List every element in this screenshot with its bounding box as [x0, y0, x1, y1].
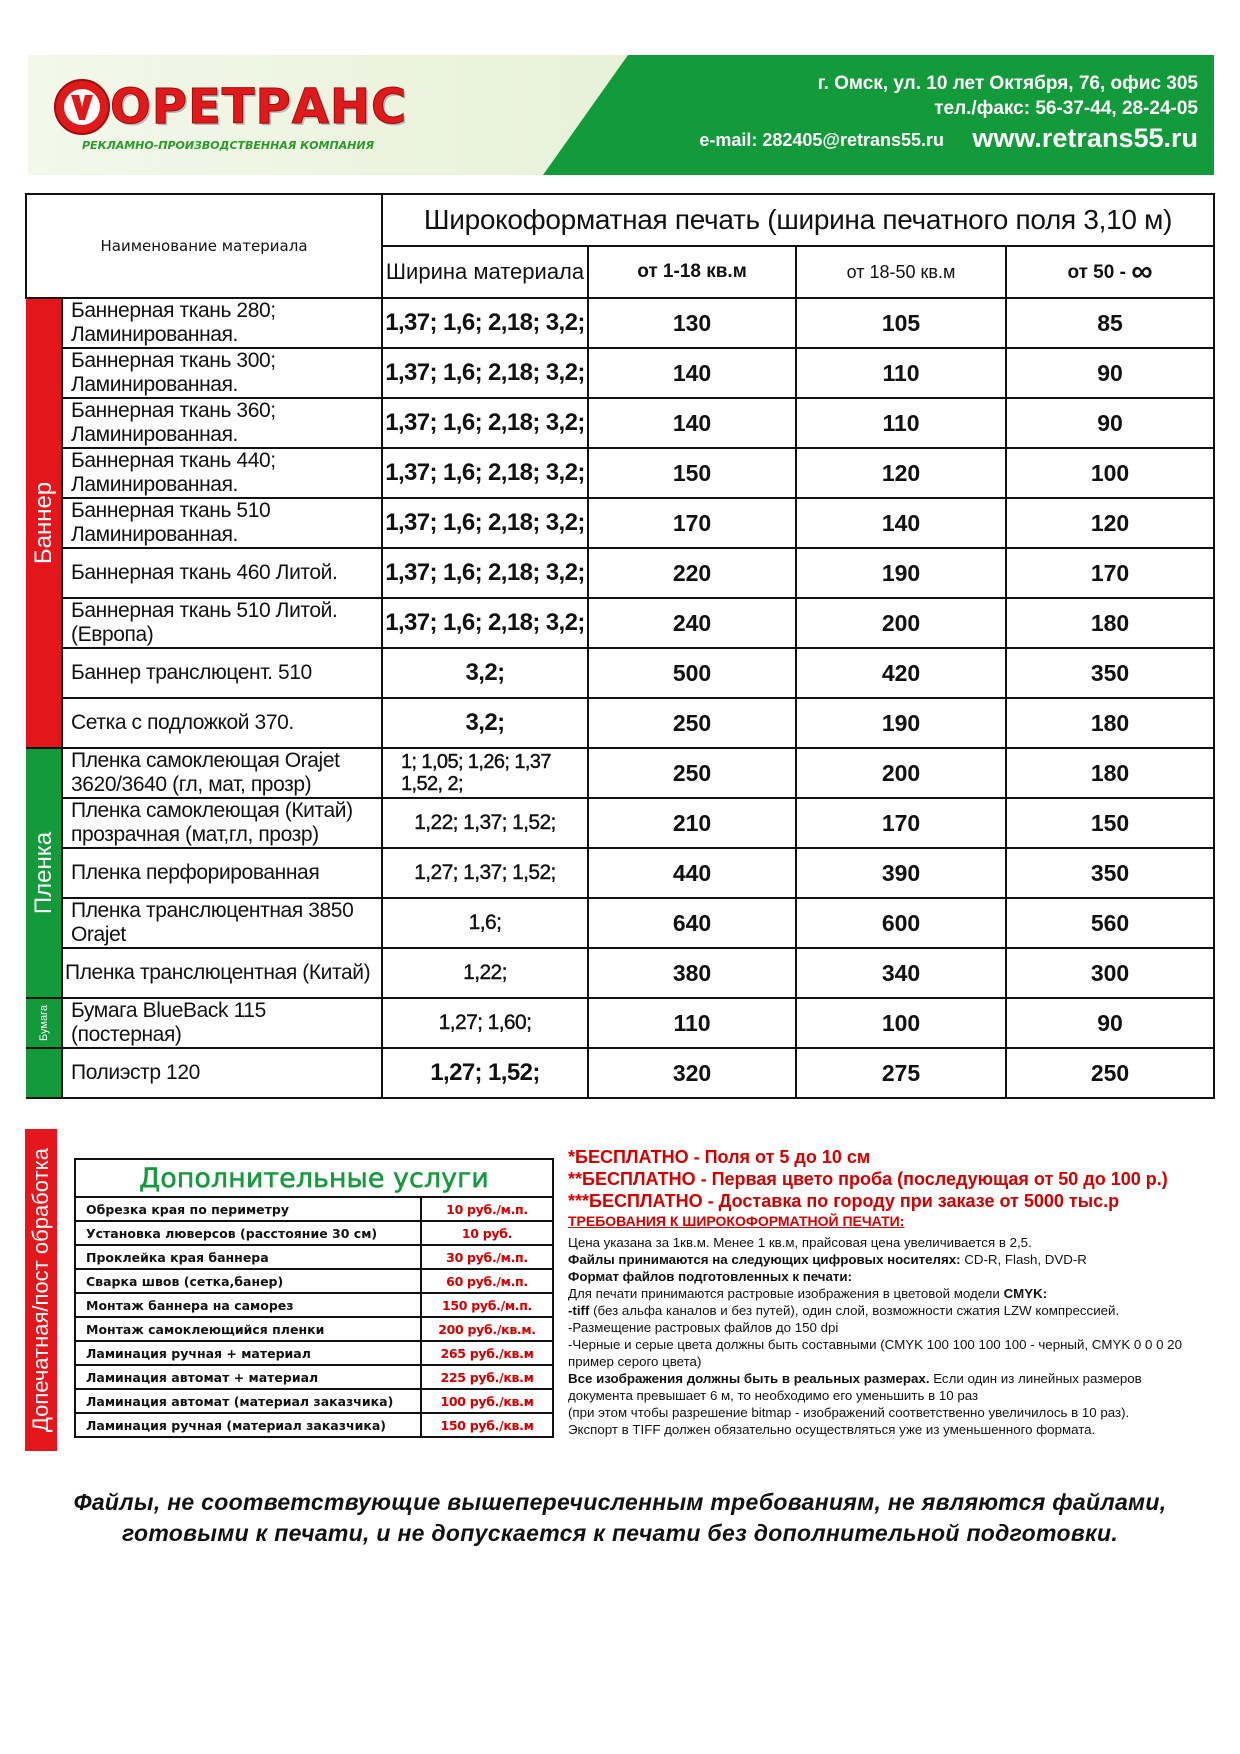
category-banner-label: Баннер — [29, 481, 57, 565]
price-tier2-cell: 190 — [796, 698, 1006, 748]
note-media — [568, 1251, 1208, 1268]
price-tier1-cell: 170 — [588, 498, 796, 548]
note-media-bold: Файлы принимаются на следующих цифровых носителях: — [568, 1252, 961, 1267]
service-row — [75, 1269, 553, 1293]
infinity-icon: ∞ — [1131, 255, 1153, 288]
table-row — [26, 448, 1214, 498]
price-tier2-cell: 200 — [796, 598, 1006, 648]
price-tier1-cell: 250 — [588, 698, 796, 748]
services-table — [74, 1158, 554, 1438]
free-note-3: ***БЕСПЛАТНО - Доставка по городу при заказе от 5000 тыс.р — [568, 1191, 1120, 1211]
material-cell: Баннерная ткань 510 Ламинированная. — [62, 498, 382, 548]
service-row — [75, 1221, 553, 1245]
price-tier2-cell: 420 — [796, 648, 1006, 698]
price-tier1-cell: 380 — [588, 948, 796, 998]
price-tier3-cell: 250 — [1006, 1048, 1214, 1098]
price-tier3-cell: 180 — [1006, 698, 1214, 748]
requirements-notes — [568, 1146, 1208, 1438]
services-title: Дополнительные услуги — [75, 1159, 553, 1197]
service-row — [75, 1245, 553, 1269]
note-colors: -Черные и серые цвета должны быть составными (CMYK 100 100 100 100 - черный, CMYK 0 0 0 20 пример серого цвета) — [568, 1337, 1182, 1369]
service-price: 10 руб./м.п. — [421, 1197, 553, 1221]
price-tier3-cell: 560 — [1006, 898, 1214, 948]
price-tier3-cell: 180 — [1006, 748, 1214, 798]
table-row — [26, 998, 1214, 1048]
note-format-title — [568, 1268, 1208, 1285]
price-tier2-cell: 600 — [796, 898, 1006, 948]
tier3-header — [1006, 246, 1214, 298]
price-tier3-cell: 90 — [1006, 398, 1214, 448]
price-tier2-cell: 105 — [796, 298, 1006, 348]
price-tier1-cell: 110 — [588, 998, 796, 1048]
price-tier2-cell: 120 — [796, 448, 1006, 498]
requirements-title: ТРЕБОВАНИЯ К ШИРОКОФОРМАТНОЙ ПЕЧАТИ: — [568, 1213, 905, 1229]
table-row — [26, 298, 1214, 348]
price-tier3-cell: 90 — [1006, 348, 1214, 398]
service-name: Обрезка края по периметру — [75, 1197, 421, 1221]
service-name: Ламинация автомат (материал заказчика) — [75, 1389, 421, 1413]
footer-warning — [0, 1487, 1240, 1549]
width-cell: 1; 1,05; 1,26; 1,37 1,52, 2; — [382, 748, 588, 798]
service-price: 265 руб./кв.м — [421, 1341, 553, 1365]
table-row — [26, 498, 1214, 548]
price-tier1-cell: 250 — [588, 748, 796, 798]
table-row — [26, 848, 1214, 898]
tier1-header: от 1-18 кв.м — [588, 246, 796, 298]
material-cell: Пленка самоклеющая (Китай) прозрачная (мат,гл, прозр) — [62, 798, 382, 848]
table-row — [26, 898, 1214, 948]
width-cell: 1,6; — [382, 898, 588, 948]
note-media-rest: CD-R, Flash, DVD-R — [960, 1252, 1087, 1267]
postprocessing-label: Допечатная/пост обработка — [28, 1148, 53, 1432]
service-name: Установка люверсов (расстояние 30 см) — [75, 1221, 421, 1245]
category-polyester-marker — [26, 1048, 62, 1098]
material-cell: Полиэстр 120 — [62, 1048, 382, 1098]
price-tier3-cell: 350 — [1006, 848, 1214, 898]
price-tier1-cell: 640 — [588, 898, 796, 948]
width-cell: 1,37; 1,6; 2,18; 3,2; — [382, 498, 588, 548]
service-row — [75, 1413, 553, 1437]
table-row — [26, 698, 1214, 748]
price-tier2-cell: 170 — [796, 798, 1006, 848]
service-row — [75, 1317, 553, 1341]
note-cmyk-bold: CMYK: — [999, 1286, 1048, 1301]
price-tier1-cell: 220 — [588, 548, 796, 598]
price-tier3-cell: 85 — [1006, 298, 1214, 348]
category-paper — [26, 998, 62, 1048]
material-cell: Баннерная ткань 300; Ламинированная. — [62, 348, 382, 398]
price-tier1-cell: 130 — [588, 298, 796, 348]
company-website[interactable]: www.retrans55.ru — [972, 123, 1198, 153]
category-film-label: Пленка — [29, 831, 57, 915]
price-table — [25, 193, 1215, 1099]
footer-line-2: готовыми к печати, и не допускается к печати без дополнительной подготовки. — [121, 1520, 1119, 1546]
price-tier2-cell: 110 — [796, 348, 1006, 398]
tier2-header: от 18-50 кв.м — [796, 246, 1006, 298]
price-tier1-cell: 500 — [588, 648, 796, 698]
width-cell: 1,27; 1,37; 1,52; — [382, 848, 588, 898]
note-tiff-bold: -tiff — [568, 1303, 590, 1318]
price-tier2-cell: 340 — [796, 948, 1006, 998]
price-tier1-cell: 440 — [588, 848, 796, 898]
logo-tagline: РЕКЛАМНО-ПРОИЗВОДСТВЕННАЯ КОМПАНИЯ — [82, 139, 375, 152]
width-cell: 1,37; 1,6; 2,18; 3,2; — [382, 298, 588, 348]
tier3-prefix: от 50 - — [1067, 262, 1126, 283]
postprocessing-category-bar — [25, 1129, 57, 1451]
note-format-bold: Формат файлов подготовленных к печати: — [568, 1269, 853, 1284]
note-sizes-bold: Все изображения должны быть в реальных размерах. — [568, 1371, 930, 1386]
material-cell: Баннер транслюцент. 510 — [62, 648, 382, 698]
note-cmyk-text: Для печати принимаются растровые изображения в цветовой модели — [568, 1286, 1000, 1301]
width-cell: 1,37; 1,6; 2,18; 3,2; — [382, 448, 588, 498]
service-name: Монтаж баннера на саморез — [75, 1293, 421, 1317]
table-row — [26, 748, 1214, 798]
width-cell: 1,27; 1,60; — [382, 998, 588, 1048]
logo-wordmark: ОРЕТРАНС — [110, 79, 408, 135]
material-cell: Пленка перфорированная — [62, 848, 382, 898]
note-price: Цена указана за 1кв.м. Менее 1 кв.м, прайсовая цена увеличивается в 2,5. — [568, 1235, 1032, 1250]
price-tier3-cell: 120 — [1006, 498, 1214, 548]
service-row — [75, 1365, 553, 1389]
service-name: Проклейка края баннера — [75, 1245, 421, 1269]
service-name: Ламинация автомат + материал — [75, 1365, 421, 1389]
table-row — [26, 948, 1214, 998]
material-cell: Баннерная ткань 460 Литой. — [62, 548, 382, 598]
note-export: Экспорт в TIFF должен обязательно осуществляться уже из уменьшенного формата. — [568, 1422, 1096, 1437]
service-row — [75, 1293, 553, 1317]
material-name-header: Наименование материала — [26, 194, 382, 298]
price-tier2-cell: 190 — [796, 548, 1006, 598]
service-price: 150 руб./кв.м — [421, 1413, 553, 1437]
price-tier1-cell: 240 — [588, 598, 796, 648]
material-cell: Бумага BlueBack 115 (постерная) — [62, 998, 382, 1048]
table-row — [26, 348, 1214, 398]
price-tier1-cell: 140 — [588, 348, 796, 398]
width-cell: 1,27; 1,52; — [382, 1048, 588, 1098]
price-tier3-cell: 300 — [1006, 948, 1214, 998]
price-tier1-cell: 150 — [588, 448, 796, 498]
service-name: Сварка швов (сетка,банер) — [75, 1269, 421, 1293]
price-tier3-cell: 90 — [1006, 998, 1214, 1048]
price-tier3-cell: 150 — [1006, 798, 1214, 848]
service-row — [75, 1341, 553, 1365]
note-tiff-rest: (без альфа каналов и без путей), один слой, возможности сжатия LZW компрессией. — [589, 1303, 1120, 1318]
width-cell: 1,37; 1,6; 2,18; 3,2; — [382, 598, 588, 648]
note-sizes-rest: Если один из линейных размеров документа превышает 6 м, то необходимо его уменьшить в 10 раз — [568, 1371, 1142, 1403]
price-tier3-cell: 100 — [1006, 448, 1214, 498]
width-cell: 1,37; 1,6; 2,18; 3,2; — [382, 548, 588, 598]
service-row — [75, 1197, 553, 1221]
material-cell: Пленка самоклеющая Orajet 3620/3640 (гл, мат, прозр) — [62, 748, 382, 798]
price-tier2-cell: 110 — [796, 398, 1006, 448]
price-tier1-cell: 140 — [588, 398, 796, 448]
width-cell: 1,22; — [382, 948, 588, 998]
table-title: Широкоформатная печать (ширина печатного поля 3,10 м) — [382, 194, 1214, 246]
table-row — [26, 598, 1214, 648]
width-header: Ширина материала — [382, 246, 588, 298]
price-tier2-cell: 200 — [796, 748, 1006, 798]
material-cell: Баннерная ткань 360; Ламинированная. — [62, 398, 382, 448]
table-row — [26, 648, 1214, 698]
category-banner — [26, 298, 62, 748]
width-cell: 3,2; — [382, 648, 588, 698]
price-tier2-cell: 140 — [796, 498, 1006, 548]
price-tier2-cell: 390 — [796, 848, 1006, 898]
price-tier1-cell: 320 — [588, 1048, 796, 1098]
service-price: 30 руб./м.п. — [421, 1245, 553, 1269]
category-film — [26, 748, 62, 998]
price-tier3-cell: 350 — [1006, 648, 1214, 698]
material-cell: Баннерная ткань 280; Ламинированная. — [62, 298, 382, 348]
service-name: Ламинация ручная (материал заказчика) — [75, 1413, 421, 1437]
service-price: 10 руб. — [421, 1221, 553, 1245]
service-row — [75, 1389, 553, 1413]
company-logo — [52, 73, 408, 163]
service-price: 150 руб./м.п. — [421, 1293, 553, 1317]
header-banner — [28, 55, 1214, 175]
company-email[interactable]: e-mail: 282405@retrans55.ru — [699, 130, 944, 150]
service-price: 200 руб./кв.м. — [421, 1317, 553, 1341]
company-address: г. Омск, ул. 10 лет Октября, 76, офис 305 — [817, 73, 1198, 94]
note-tiff — [568, 1302, 1208, 1319]
category-paper-label: Бумага — [37, 1005, 50, 1041]
services-title-row — [75, 1159, 553, 1197]
note-bitmap: (при этом чтобы разрешение bitmap - изображений соответственно увеличилось в 10 раз). — [568, 1405, 1130, 1420]
price-tier3-cell: 170 — [1006, 548, 1214, 598]
note-cmyk — [568, 1285, 1208, 1302]
service-price: 225 руб./кв.м — [421, 1365, 553, 1389]
material-cell: Баннерная ткань 440; Ламинированная. — [62, 448, 382, 498]
note-dpi: -Размещение растровых файлов до 150 dpi — [568, 1320, 839, 1335]
width-cell: 1,37; 1,6; 2,18; 3,2; — [382, 398, 588, 448]
table-row — [26, 398, 1214, 448]
service-name: Ламинация ручная + материал — [75, 1341, 421, 1365]
width-cell: 1,37; 1,6; 2,18; 3,2; — [382, 348, 588, 398]
footer-line-1: Файлы, не соответствующие вышеперечисленным требованиям, не являются файлами, — [73, 1489, 1167, 1515]
logo-v-circle-icon — [52, 77, 112, 137]
service-price: 100 руб./кв.м — [421, 1389, 553, 1413]
width-cell: 1,22; 1,37; 1,52; — [382, 798, 588, 848]
table-row — [26, 798, 1214, 848]
material-cell: Пленка транслюцентная (Китай) — [62, 948, 382, 998]
table-row — [26, 548, 1214, 598]
price-tier1-cell: 210 — [588, 798, 796, 848]
service-name: Монтаж самоклеющийся пленки — [75, 1317, 421, 1341]
service-price: 60 руб./м.п. — [421, 1269, 553, 1293]
material-cell: Сетка с подложкой 370. — [62, 698, 382, 748]
table-header-row — [26, 194, 1214, 246]
width-cell: 3,2; — [382, 698, 588, 748]
material-cell: Баннерная ткань 510 Литой. (Европа) — [62, 598, 382, 648]
material-cell: Пленка транслюцентная 3850 Orajet — [62, 898, 382, 948]
price-tier3-cell: 180 — [1006, 598, 1214, 648]
free-note-1: *БЕСПЛАТНО - Поля от 5 до 10 см — [568, 1147, 871, 1167]
company-phone: тел./факс: 56-37-44, 28-24-05 — [934, 98, 1198, 119]
free-note-2: **БЕСПЛАТНО - Первая цвето проба (последующая от 50 до 100 р.) — [568, 1169, 1168, 1189]
price-tier2-cell: 275 — [796, 1048, 1006, 1098]
note-sizes — [568, 1370, 1208, 1404]
table-row — [26, 1048, 1214, 1098]
price-tier2-cell: 100 — [796, 998, 1006, 1048]
